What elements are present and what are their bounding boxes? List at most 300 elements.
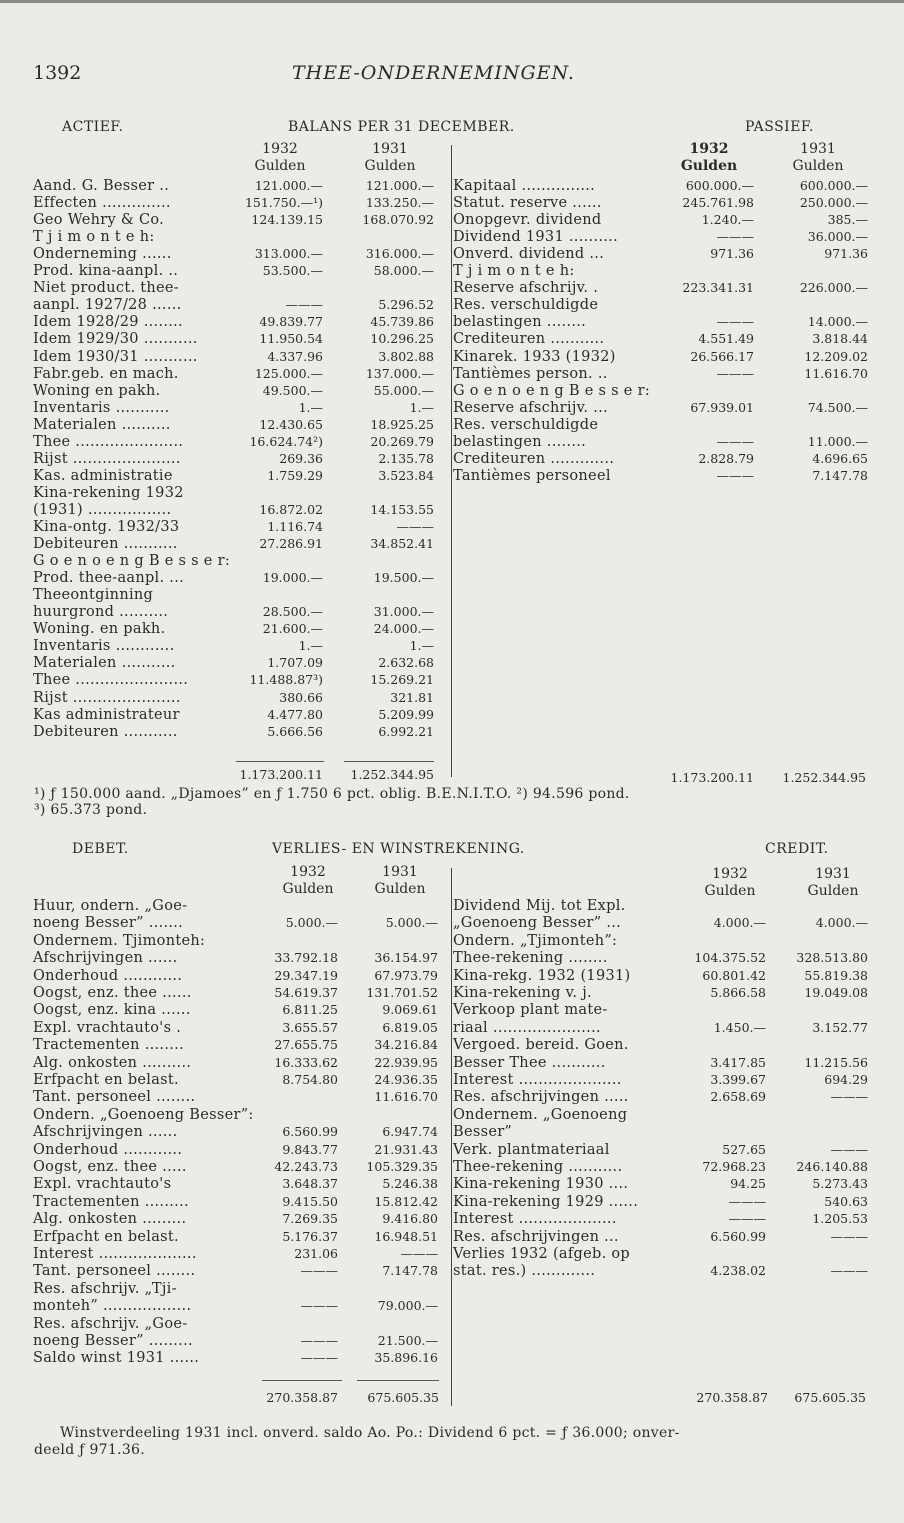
balance-asset-value-1932: 269.36 — [279, 450, 323, 466]
balance-asset-row — [33, 536, 443, 552]
balance-liab-unit-1932: Gulden — [680, 158, 738, 174]
balance-asset-label: Debiteuren ........... — [33, 723, 178, 740]
pl-credit-row — [453, 1176, 873, 1192]
balance-asset-label: Rijst ...................... — [33, 450, 181, 467]
pl-debit-value-1932: ——— — [300, 1298, 338, 1314]
balance-asset-label: Kas administrateur — [33, 706, 180, 723]
pl-debit-label: Erfpacht en belast. — [33, 1072, 179, 1088]
pl-debit-label: Afschrijvingen ...... — [33, 950, 178, 967]
pl-credit-value-1932: 1.450.— — [713, 1019, 766, 1035]
pl-total-rule-debit-1932 — [262, 1380, 342, 1381]
pl-debit-value-1932: 42.243.73 — [274, 1159, 338, 1174]
pl-debit-label: Oogst, enz. kina ...... — [33, 1002, 191, 1019]
pl-credit-label: Res. afschrijvingen ... — [453, 1228, 619, 1245]
pl-credit-row — [453, 1037, 873, 1053]
balance-asset-label: G o e n o e n g B e s s e r: — [33, 553, 230, 570]
pl-credit-value-1932: ——— — [728, 1211, 766, 1227]
balance-asset-value-1932: 11.950.54 — [259, 331, 323, 347]
balance-liability-label: Reserve afschrijv. ... — [453, 399, 608, 416]
balance-liability-row — [453, 314, 873, 330]
pl-debit-label: Huur, ondern. „Goe- — [33, 898, 188, 914]
balance-asset-row — [33, 366, 443, 382]
balance-asset-label: Inventaris ............ — [33, 638, 175, 655]
balance-liability-label: Res. verschuldigde — [453, 416, 599, 433]
balance-asset-row — [33, 707, 443, 723]
balance-asset-value-1932: 1.707.09 — [267, 655, 323, 671]
balance-asset-value-1931: 133.250.— — [365, 195, 434, 211]
pl-credit-row — [453, 1020, 873, 1036]
balance-asset-value-1932: 49.839.77 — [259, 314, 323, 330]
pl-credit-row — [453, 1089, 873, 1105]
balance-liability-row — [453, 451, 873, 467]
balance-liability-value-1931: 4.696.65 — [812, 450, 868, 466]
pl-center-header: VERLIES- EN WINSTREKENING. — [272, 841, 525, 857]
balance-asset-value-1931: 137.000.— — [365, 365, 434, 381]
pl-debit-row — [33, 915, 443, 931]
balance-asset-value-1931: 2.632.68 — [378, 655, 434, 671]
pl-credit-value-1931: 694.29 — [824, 1072, 868, 1087]
balance-asset-row — [33, 672, 443, 688]
balance-asset-row — [33, 178, 443, 194]
balance-asset-value-1931: 2.135.78 — [378, 450, 434, 466]
pl-debit-value-1932: 7.269.35 — [282, 1211, 338, 1227]
pl-credit-label: stat. res.) ............. — [453, 1263, 596, 1280]
pl-debit-label: noeng Besser” ......... — [33, 1333, 193, 1349]
pl-debit-value-1932: 6.560.99 — [282, 1124, 338, 1140]
balance-asset-label: Theeontginning — [33, 587, 154, 604]
pl-credit-row — [453, 985, 873, 1001]
balance-asset-value-1932: 21.600.— — [262, 621, 323, 637]
pl-total-rule-debit-1931 — [357, 1380, 439, 1381]
balance-liability-label: Tantièmes personeel — [453, 467, 611, 484]
balance-asset-row — [33, 297, 443, 313]
pl-credit-label: riaal ...................... — [453, 1019, 601, 1036]
pl-credit-row — [453, 968, 873, 984]
balance-liability-row — [453, 434, 873, 450]
balance-asset-label: Kina-ontg. 1932/33 — [33, 519, 180, 535]
balance-asset-value-1932: 1.116.74 — [267, 519, 323, 534]
balance-asset-row — [33, 570, 443, 586]
balance-liability-value-1932: 971.36 — [710, 246, 754, 262]
balance-liability-label: Tantièmes person. .. — [453, 365, 608, 382]
balance-asset-row — [33, 451, 443, 467]
balance-asset-value-1932: 313.000.— — [254, 246, 323, 262]
balance-asset-row — [33, 485, 443, 501]
pl-credit-value-1932: 6.560.99 — [710, 1228, 766, 1244]
pl-debit-value-1931: 21.500.— — [377, 1333, 438, 1348]
balance-liability-row — [453, 297, 873, 313]
page-title: THEE-ONDERNEMINGEN. — [292, 62, 575, 84]
balance-asset-label: Prod. kina-aanpl. .. — [33, 263, 179, 280]
pl-credit-unit-1931: Gulden — [807, 883, 859, 899]
balance-liability-value-1932: ——— — [716, 365, 754, 381]
pl-credit-value-1931: ——— — [830, 1089, 868, 1105]
balance-asset-value-1931: 20.269.79 — [370, 433, 434, 449]
balance-asset-label: Kina-rekening 1932 — [33, 484, 184, 501]
pl-debit-row — [33, 1263, 443, 1279]
pl-debit-value-1931: 16.948.51 — [374, 1228, 438, 1244]
pl-credit-value-1931: 5.273.43 — [812, 1176, 868, 1192]
balance-asset-value-1932: 151.750.—¹) — [244, 195, 323, 211]
pl-debit-value-1931: 21.931.43 — [374, 1141, 438, 1157]
pl-credit-label: Thee-rekening ........... — [453, 1159, 623, 1175]
balance-asset-value-1931: 3.523.84 — [378, 467, 434, 483]
balance-asset-value-1931: 321.81 — [390, 689, 434, 705]
pl-credit-row — [453, 915, 873, 931]
pl-debit-row — [33, 950, 443, 966]
balance-liability-value-1931: 74.500.— — [807, 399, 868, 415]
pl-debit-value-1932: 54.619.37 — [274, 985, 338, 1000]
pl-credit-value-1931: 246.140.88 — [796, 1159, 868, 1174]
pl-debit-value-1931: 5.246.38 — [382, 1176, 438, 1192]
pl-debit-row — [33, 1037, 443, 1053]
pl-credit-label: Kina-rekening 1930 .... — [453, 1176, 629, 1193]
balance-asset-row — [33, 383, 443, 399]
balance-asset-row — [33, 229, 443, 245]
balance-asset-value-1931: 6.992.21 — [378, 723, 434, 739]
pl-credit-label: Besser Thee ........... — [453, 1054, 606, 1071]
pl-credit-value-1932: 4.000.— — [713, 915, 766, 931]
pl-credit-value-1931: ——— — [830, 1263, 868, 1279]
balance-asset-label: Prod. thee-aanpl. ... — [33, 570, 185, 587]
pl-debit-value-1932: 5.000.— — [285, 915, 338, 931]
balance-liability-value-1932: ——— — [716, 433, 754, 449]
balance-asset-value-1932: 49.500.— — [262, 382, 323, 398]
balance-asset-value-1931: 31.000.— — [373, 604, 434, 620]
pl-total-credit-1931: 675.605.35 — [794, 1390, 866, 1405]
pl-debit-value-1931: 22.939.95 — [374, 1054, 438, 1070]
balance-asset-row — [33, 502, 443, 518]
balance-asset-value-1931: 55.000.— — [373, 382, 434, 398]
pl-debit-row — [33, 1194, 443, 1210]
balance-asset-value-1931: 58.000.— — [373, 263, 434, 279]
pl-debit-value-1931: 6.947.74 — [382, 1124, 438, 1140]
pl-left-header: DEBET. — [72, 841, 129, 857]
pl-footer-2: deeld ƒ 971.36. — [34, 1442, 145, 1458]
pl-debit-row — [33, 968, 443, 984]
balance-liability-value-1931: 250.000.— — [799, 195, 868, 211]
pl-debit-row — [33, 1089, 443, 1105]
pl-debit-row — [33, 1142, 443, 1158]
balance-liability-value-1932: ——— — [716, 467, 754, 483]
pl-credit-value-1931: ——— — [830, 1141, 868, 1157]
pl-debit-value-1932: 5.176.37 — [282, 1228, 338, 1244]
pl-debit-label: Alg. onkosten .......... — [33, 1054, 192, 1071]
pl-credit-label: Verlies 1932 (afgeb. op — [453, 1246, 631, 1262]
balance-asset-value-1932: 1.— — [298, 399, 323, 415]
balance-asset-value-1931: 121.000.— — [365, 178, 434, 193]
balance-footnote-2: ³) 65.373 pond. — [34, 802, 148, 818]
balance-liability-value-1932: ——— — [716, 229, 754, 245]
balance-center-rule — [451, 145, 452, 777]
balance-liability-row — [453, 400, 873, 416]
pl-debit-label: Expl. vrachtauto's . — [33, 1019, 182, 1036]
balance-asset-value-1932: 53.500.— — [262, 263, 323, 279]
pl-debit-unit-1932: Gulden — [282, 881, 334, 897]
balance-total-assets-1931: 1.252.344.95 — [350, 767, 434, 782]
pl-footer-1: Winstverdeeling 1931 incl. onverd. saldo Ao. Po.: Dividend 6 pct. = ƒ 36.000; onver- — [60, 1425, 680, 1441]
pl-credit-label: Besser” — [453, 1124, 513, 1141]
pl-debit-year-1931: 1931 — [382, 864, 418, 880]
balance-asset-value-1931: ——— — [396, 519, 434, 534]
balance-asset-value-1931: 34.852.41 — [370, 536, 434, 552]
balance-asset-label: Aand. G. Besser .. — [33, 178, 170, 194]
balance-asset-label: huurgrond .......... — [33, 604, 169, 621]
balance-asset-row — [33, 690, 443, 706]
balance-asset-label: aanpl. 1927/28 ...... — [33, 297, 182, 314]
pl-debit-value-1932: ——— — [300, 1263, 338, 1279]
balance-liability-label: T j i m o n t e h: — [453, 263, 575, 280]
balance-asset-value-1931: 15.269.21 — [370, 672, 434, 688]
pl-debit-row — [33, 1350, 443, 1366]
pl-debit-label: Oogst, enz. thee ...... — [33, 985, 192, 1001]
balance-asset-row — [33, 519, 443, 535]
pl-debit-value-1932: ——— — [300, 1333, 338, 1348]
pl-debit-value-1932: 3.655.57 — [282, 1019, 338, 1035]
balance-asset-value-1931: 168.070.92 — [362, 212, 434, 228]
pl-credit-value-1932: 104.375.52 — [694, 950, 766, 966]
pl-debit-value-1931: 15.812.42 — [374, 1193, 438, 1209]
pl-credit-row — [453, 1211, 873, 1227]
pl-right-header: CREDIT. — [765, 841, 829, 857]
balance-asset-label: Woning en pakh. — [33, 382, 161, 399]
page-number: 1392 — [33, 62, 82, 84]
pl-debit-unit-1931: Gulden — [374, 881, 426, 897]
pl-debit-value-1932: 8.754.80 — [282, 1072, 338, 1087]
balance-liability-value-1931: 600.000.— — [799, 178, 868, 193]
balance-assets-year-1931: 1931 — [372, 141, 408, 157]
balance-asset-label: Kas. administratie — [33, 467, 173, 484]
balance-asset-value-1931: 10.296.25 — [370, 331, 434, 347]
pl-credit-label: Ondernem. „Goenoeng — [453, 1106, 628, 1123]
pl-debit-value-1931: 7.147.78 — [382, 1263, 438, 1279]
balance-assets-unit-1931: Gulden — [364, 158, 416, 174]
pl-debit-value-1931: ——— — [400, 1246, 438, 1261]
pl-credit-row — [453, 950, 873, 966]
balance-asset-row — [33, 417, 443, 433]
pl-debit-value-1931: 5.000.— — [385, 915, 438, 931]
balance-asset-row — [33, 468, 443, 484]
balance-liability-value-1931: 11.000.— — [807, 433, 868, 449]
balance-liability-value-1932: 26.566.17 — [690, 348, 754, 364]
balance-total-assets-1932: 1.173.200.11 — [239, 767, 323, 782]
balance-liability-label: Crediteuren ............. — [453, 450, 615, 467]
balance-liability-value-1932: 245.761.98 — [682, 195, 754, 211]
pl-debit-label: Onderhoud ............ — [33, 967, 183, 984]
balance-liability-row — [453, 349, 873, 365]
balance-asset-value-1932: ——— — [285, 297, 323, 313]
balance-liability-label: Statut. reserve ...... — [453, 195, 602, 212]
pl-credit-value-1932: 5.866.58 — [710, 985, 766, 1000]
balance-asset-row — [33, 655, 443, 671]
pl-credit-value-1932: 3.399.67 — [710, 1072, 766, 1087]
balance-asset-label: (1931) ................. — [33, 501, 172, 518]
balance-asset-row — [33, 246, 443, 262]
balance-liability-row — [453, 246, 873, 262]
pl-credit-label: Res. afschrijvingen ..... — [453, 1089, 629, 1106]
pl-credit-row — [453, 1072, 873, 1088]
pl-debit-value-1932: 9.843.77 — [282, 1141, 338, 1157]
pl-credit-value-1932: ——— — [728, 1193, 766, 1209]
balance-asset-row — [33, 195, 443, 211]
pl-debit-row — [33, 1055, 443, 1071]
pl-credit-label: Vergoed. bereid. Goen. — [453, 1037, 629, 1054]
pl-credit-value-1931: 4.000.— — [815, 915, 868, 931]
balance-liability-row — [453, 195, 873, 211]
balance-asset-value-1932: 124.139.15 — [251, 212, 323, 228]
pl-credit-value-1931: 3.152.77 — [812, 1019, 868, 1035]
balance-liability-value-1931: 14.000.— — [807, 314, 868, 330]
pl-credit-label: Verk. plantmateriaal — [453, 1141, 610, 1158]
pl-debit-row — [33, 1229, 443, 1245]
balance-asset-label: Materialen .......... — [33, 416, 171, 433]
balance-asset-value-1932: 27.286.91 — [259, 536, 323, 552]
balance-liability-value-1931: 11.616.70 — [804, 365, 868, 381]
balance-assets-year-1932: 1932 — [262, 141, 298, 157]
balance-liability-row — [453, 229, 873, 245]
balance-asset-label: Effecten .............. — [33, 195, 171, 212]
balance-asset-value-1932: 12.430.65 — [259, 416, 323, 432]
pl-debit-label: Tant. personeel ........ — [33, 1263, 196, 1280]
pl-credit-row — [453, 1002, 873, 1018]
balance-asset-label: Thee ....................... — [33, 672, 189, 689]
balance-asset-value-1931: 45.739.86 — [370, 314, 434, 330]
balance-asset-label: Idem 1928/29 ........ — [33, 314, 183, 331]
pl-credit-row — [453, 1263, 873, 1279]
pl-debit-year-1932: 1932 — [290, 864, 326, 880]
pl-debit-row — [33, 1298, 443, 1314]
balance-liability-row — [453, 468, 873, 484]
top-border — [0, 0, 904, 3]
balance-asset-row — [33, 587, 443, 603]
balance-total-liab-1931: 1.252.344.95 — [782, 770, 866, 785]
balance-liability-value-1932: 2.828.79 — [698, 450, 754, 466]
balance-asset-row — [33, 621, 443, 637]
pl-debit-row — [33, 1176, 443, 1192]
balance-asset-value-1932: 125.000.— — [254, 365, 323, 381]
pl-debit-label: Res. afschrijv. „Tji- — [33, 1280, 177, 1297]
balance-asset-label: Geo Wehry & Co. — [33, 212, 165, 229]
balance-liability-label: G o e n o e n g B e s s e r: — [453, 382, 650, 399]
pl-credit-year-1932: 1932 — [712, 866, 748, 882]
balance-asset-value-1931: 5.296.52 — [378, 297, 434, 313]
balance-asset-row — [33, 331, 443, 347]
balance-asset-value-1932: 16.872.02 — [259, 501, 323, 517]
pl-debit-value-1932: 6.811.25 — [282, 1002, 338, 1018]
balance-liab-unit-1931: Gulden — [792, 158, 844, 174]
balance-liability-value-1932: 1.240.— — [701, 212, 754, 228]
pl-debit-row — [33, 1246, 443, 1262]
balance-asset-value-1932: 1.— — [298, 638, 323, 654]
pl-credit-row — [453, 1124, 873, 1140]
pl-credit-row — [453, 1142, 873, 1158]
pl-credit-value-1931: 328.513.80 — [796, 950, 868, 966]
balance-asset-value-1931: 14.153.55 — [370, 501, 434, 517]
balance-asset-value-1931: 19.500.— — [373, 570, 434, 586]
pl-debit-row — [33, 933, 443, 949]
balance-asset-value-1932: 5.666.56 — [267, 723, 323, 739]
balance-asset-value-1932: 4.477.80 — [267, 706, 323, 722]
balance-asset-label: Onderneming ...... — [33, 246, 172, 263]
pl-debit-row — [33, 1159, 443, 1175]
balance-asset-value-1932: 28.500.— — [262, 604, 323, 620]
pl-debit-value-1931: 67.973.79 — [374, 967, 438, 983]
balance-asset-label: T j i m o n t e h: — [33, 229, 155, 246]
pl-credit-unit-1932: Gulden — [704, 883, 756, 899]
pl-debit-label: Alg. onkosten ......... — [33, 1211, 187, 1228]
balance-asset-value-1932: 16.624.74²) — [249, 433, 323, 449]
pl-credit-value-1932: 2.658.69 — [710, 1089, 766, 1105]
balance-asset-value-1932: 4.337.96 — [267, 348, 323, 364]
pl-debit-label: Ondern. „Goenoeng Besser”: — [33, 1106, 254, 1123]
pl-debit-value-1931: 79.000.— — [377, 1298, 438, 1314]
balance-asset-value-1931: 1.— — [409, 399, 434, 415]
pl-credit-label: Dividend Mij. tot Expl. — [453, 898, 626, 914]
pl-debit-label: Onderhoud ............ — [33, 1141, 183, 1158]
balance-liability-value-1932: 600.000.— — [685, 178, 754, 193]
balance-asset-label: Thee ...................... — [33, 433, 184, 450]
pl-credit-label: Kina-rekg. 1932 (1931) — [453, 967, 631, 984]
balance-right-header: PASSIEF. — [745, 119, 814, 135]
balance-asset-row — [33, 314, 443, 330]
balance-asset-label: Woning. en pakh. — [33, 621, 166, 638]
pl-debit-label: Expl. vrachtauto's — [33, 1176, 172, 1193]
pl-credit-row — [453, 1159, 873, 1175]
pl-debit-value-1932: ——— — [300, 1350, 338, 1366]
pl-credit-label: „Goenoeng Besser” ... — [453, 915, 622, 932]
balance-asset-value-1932: 11.488.87³) — [249, 672, 323, 688]
balance-liability-value-1932: 67.939.01 — [690, 399, 754, 415]
balance-asset-row — [33, 212, 443, 228]
balance-footnote-1: ¹) ƒ 150.000 aand. „Djamoes” en ƒ 1.750 6 pct. oblig. B.E.N.I.T.O. ²) 94.596 pond. — [34, 786, 630, 802]
balance-liability-label: belastingen ........ — [453, 433, 587, 450]
pl-debit-value-1932: 3.648.37 — [282, 1176, 338, 1192]
pl-debit-value-1931: 9.416.80 — [382, 1211, 438, 1227]
balance-asset-value-1931: 18.925.25 — [370, 416, 434, 432]
pl-debit-label: Ondernem. Tjimonteh: — [33, 932, 206, 949]
pl-credit-label: Verkoop plant mate- — [453, 1002, 608, 1019]
pl-credit-value-1932: 60.801.42 — [702, 967, 766, 983]
balance-liability-value-1931: 36.000.— — [807, 229, 868, 245]
pl-debit-row — [33, 1316, 443, 1332]
balance-asset-value-1931: 316.000.— — [365, 246, 434, 262]
pl-credit-value-1932: 72.968.23 — [702, 1159, 766, 1174]
balance-assets-unit-1932: Gulden — [254, 158, 306, 174]
balance-center-header: BALANS PER 31 DECEMBER. — [288, 119, 515, 135]
pl-debit-label: Afschrijvingen ...... — [33, 1124, 178, 1141]
pl-credit-value-1931: 1.205.53 — [812, 1211, 868, 1227]
pl-credit-value-1931: ——— — [830, 1228, 868, 1244]
balance-liability-label: Reserve afschrijv. . — [453, 280, 599, 297]
balance-asset-row — [33, 604, 443, 620]
balance-asset-label: Idem 1930/31 ........... — [33, 348, 198, 365]
balance-liability-value-1932: 4.551.49 — [698, 331, 754, 347]
pl-debit-value-1932: 33.792.18 — [274, 950, 338, 966]
balance-liability-value-1931: 971.36 — [824, 246, 868, 262]
pl-total-debit-1931: 675.605.35 — [367, 1390, 439, 1405]
pl-debit-value-1932: 27.655.75 — [274, 1037, 338, 1053]
pl-debit-label: Tractementen ......... — [33, 1193, 189, 1210]
pl-credit-row — [453, 1194, 873, 1210]
pl-debit-row — [33, 985, 443, 1001]
balance-asset-label: Debiteuren ........... — [33, 536, 178, 553]
balance-liability-row — [453, 383, 873, 399]
balance-asset-label: Niet product. thee- — [33, 280, 179, 297]
balance-asset-value-1931: 1.— — [409, 638, 434, 654]
pl-credit-value-1932: 4.238.02 — [710, 1263, 766, 1279]
balance-liab-year-1932: 1932 — [689, 141, 729, 157]
balance-asset-value-1931: 24.000.— — [373, 621, 434, 637]
